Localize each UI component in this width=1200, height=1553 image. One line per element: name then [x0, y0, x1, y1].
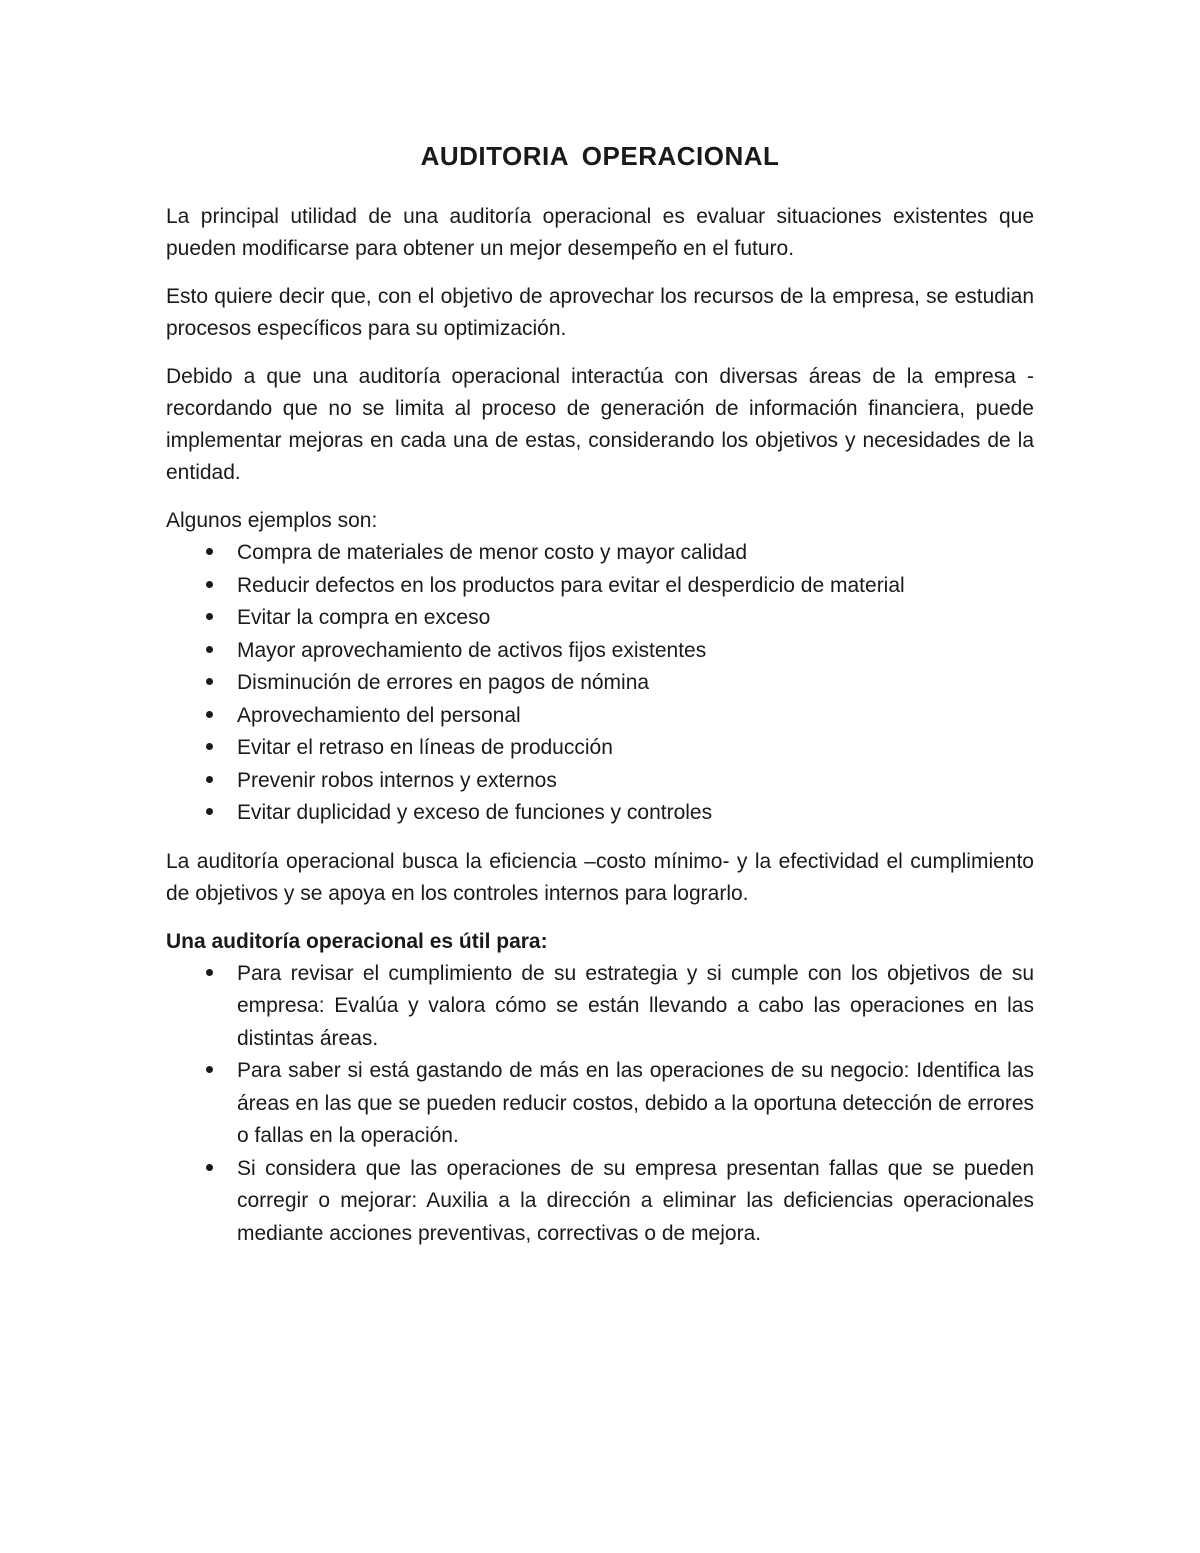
bullet-icon	[202, 765, 216, 798]
list-item	[166, 797, 1034, 830]
list-item	[166, 1153, 1034, 1251]
list-item-text: Evitar el retraso en líneas de producción	[237, 736, 613, 759]
bullet-icon	[202, 732, 216, 765]
list-item	[166, 700, 1034, 733]
useful-heading: Una auditoría operacional es útil para:	[166, 929, 548, 953]
list-item-text: Prevenir robos internos y externos	[237, 768, 557, 792]
bullet-icon	[202, 570, 216, 603]
bullet-icon	[202, 602, 216, 635]
bullet-icon	[202, 797, 216, 830]
examples-list	[166, 537, 1034, 830]
list-item	[166, 958, 1034, 1056]
useful-list	[166, 958, 1034, 1251]
list-item-text: Si considera que las operaciones de su empresa presentan fallas que se pueden corregir o mejorar: Auxilia a la dirección a eliminar las deficiencias operacionales mediante acciones preventivas, correctivas o de mejora.	[237, 1156, 1034, 1245]
bullet-icon	[202, 537, 216, 570]
list-item-text: Evitar duplicidad y exceso de funciones y controles	[237, 801, 713, 824]
bullet-icon	[202, 958, 216, 991]
bullet-icon	[202, 635, 216, 668]
list-item-text: Aprovechamiento del personal	[237, 703, 521, 727]
list-item	[166, 765, 1034, 798]
intro-paragraph: La principal utilidad de una auditoría operacional es evaluar situaciones existentes que pueden modificarse para obtener un mejor desempeño en el futuro.	[166, 205, 1034, 260]
list-item-text: Para revisar el cumplimiento de su estrategia y si cumple con los objetivos de su empresa: Evalúa y valora cómo se están llevando a cabo las operaciones en las distintas áreas.	[237, 961, 1034, 1050]
list-item	[166, 667, 1034, 700]
examples-intro: Algunos ejemplos son:	[166, 509, 378, 532]
list-item-text: Para saber si está gastando de más en las operaciones de su negocio: Identifica las áreas en las que se pueden reducir costos, debido a la oportuna detección de errores o fallas en la operación.	[237, 1059, 1034, 1147]
bullet-icon	[202, 1153, 216, 1186]
list-item	[166, 602, 1034, 635]
list-item	[166, 732, 1034, 765]
bullet-icon	[202, 667, 216, 700]
list-item	[166, 537, 1034, 570]
document-body	[166, 138, 1034, 1250]
areas-paragraph: Debido a que una auditoría operacional interactúa con diversas áreas de la empresa -recordando que no se limita al proceso de generación de información financiera, puede implementar mejoras en cada una de estas, considerando los objetivos y necesidades de la entidad.	[166, 365, 1034, 484]
document-title: AUDITORIA OPERACIONAL	[420, 141, 780, 171]
closing-paragraph: La auditoría operacional busca la eficiencia –costo mínimo- y la efectividad el cumplimiento de objetivos y se apoya en los controles internos para lograrlo.	[166, 849, 1034, 905]
list-item	[166, 635, 1034, 668]
purpose-paragraph: Esto quiere decir que, con el objetivo de aprovechar los recursos de la empresa, se estudian procesos específicos para su optimización.	[166, 285, 1034, 340]
list-item	[166, 570, 1034, 603]
list-item-text: Disminución de errores en pagos de nómina	[237, 671, 650, 694]
bullet-icon	[202, 700, 216, 733]
list-item	[166, 1055, 1034, 1153]
list-item-text: Reducir defectos en los productos para evitar el desperdicio de material	[237, 573, 905, 597]
list-item-text: Mayor aprovechamiento de activos fijos existentes	[237, 638, 707, 662]
list-item-text: Compra de materiales de menor costo y mayor calidad	[237, 541, 748, 564]
bullet-icon	[202, 1055, 216, 1088]
list-item-text: Evitar la compra en exceso	[237, 606, 491, 629]
